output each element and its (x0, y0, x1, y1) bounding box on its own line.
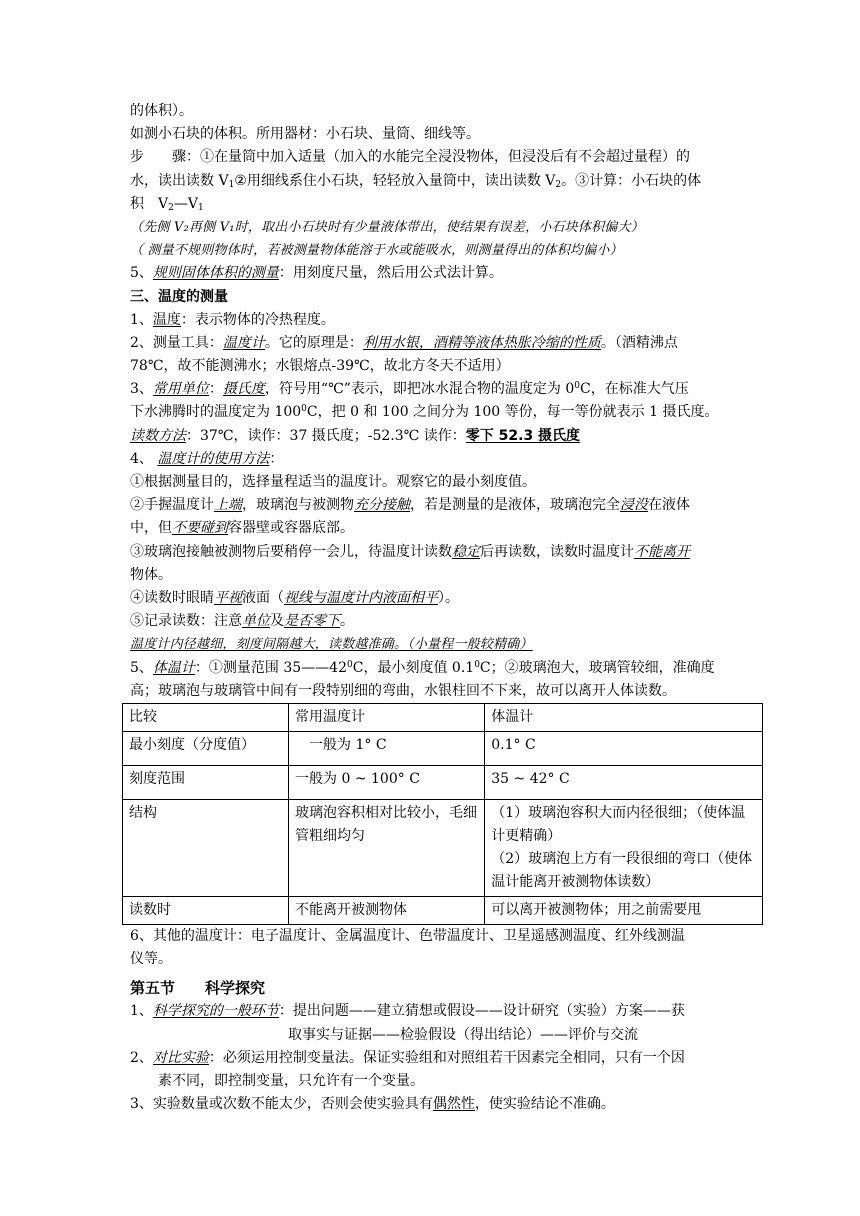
subscript: 1 (197, 202, 204, 213)
text-span: 1、 (130, 311, 153, 328)
text-span: 3、实验数量或次数不能太少，否则会使实验具有 (130, 1096, 433, 1113)
subscript: 2 (555, 179, 562, 190)
text-span: 3、 (130, 381, 153, 398)
text-span: 2、测量工具： (130, 334, 223, 351)
cell-paragraph: （2）玻璃泡上方有一段很细的弯口（使体温计能离开被测物体读数） (491, 850, 753, 890)
underlined-term: 利用水银，酒精等液体热胀冷缩的性质 (362, 334, 601, 351)
superscript: 0 (574, 381, 580, 392)
text-span: ：①测量范围 35——42 (194, 659, 348, 676)
table-cell: 读数时 (123, 896, 289, 924)
text-span: ④读数时眼睛 (130, 589, 214, 606)
text-span: 及 (270, 613, 284, 630)
text-line (130, 170, 770, 193)
text-span: 1、 (130, 1003, 153, 1020)
table-cell: 不能离开被测物体 (289, 896, 485, 924)
underlined-term: 科学探究的一般环节 (152, 1003, 279, 1020)
text-span: C，在标准大气压 (580, 381, 689, 398)
text-line (130, 262, 770, 285)
table-cell: 0.1° C (485, 731, 763, 765)
underlined-term: 体温计 (152, 659, 195, 676)
section-heading: 三、温度的测量 (130, 288, 228, 305)
text-span: ：用刻度尺量，然后用公式法计算。 (278, 265, 503, 282)
table-row (123, 896, 763, 924)
text-span: ：必须运用控制变量法。保证实验组和对照组若干因素完全相同，只有一个因 (208, 1049, 685, 1066)
text-span: ，玻璃泡与被测物 (242, 497, 354, 514)
underlined-term: 摄氏度 (222, 381, 265, 398)
text-line: 6、其他的温度计：电子温度计、金属温度计、色带温度计、卫星遥感测温度、红外线测温 (130, 927, 685, 944)
text-line: ①根据测量目的，选择量程适当的温度计。观察它的最小刻度值。 (130, 474, 536, 490)
text-span: ： (269, 450, 284, 467)
note-line: （ 测量不规则物体时，若被测量物体能溶于水或能吸水，则测量得出的体积均偏小） (130, 243, 623, 259)
underlined-term: 温度 (152, 311, 181, 328)
table-cell: 常用温度计 (289, 703, 485, 731)
text-span: 液面（ (242, 589, 284, 606)
underlined-term: 规则固体体积的测量 (152, 265, 279, 282)
underlined-term: 不能离开 (634, 543, 690, 560)
text-line: 物体。 (130, 566, 172, 583)
underlined-term: 偶然性 (432, 1096, 475, 1113)
text-line (130, 1047, 770, 1070)
text-line (130, 309, 770, 332)
table-cell (485, 799, 763, 896)
underlined-term: 上端 (214, 497, 242, 514)
text-span: 4、 (130, 450, 158, 467)
underlined-term: 温度计的使用方法 (157, 450, 270, 467)
text-span: ：提出问题——建立猜想或假设——设计研究（实验）方案——获 (278, 1003, 685, 1020)
text-span: 。③计算：小石块的体 (561, 172, 702, 189)
table-header-row (123, 703, 763, 731)
text-line (130, 1000, 770, 1023)
document-page (130, 100, 770, 1116)
text-span: 中，但 (130, 520, 172, 537)
text-line (130, 425, 770, 448)
text-line: 如测小石块的体积。所用器材：小石块、量筒、细线等。 (130, 126, 480, 143)
superscript: 0 (474, 659, 480, 670)
section-heading: 第五节 科学探究 (130, 979, 266, 998)
subscript: 1 (228, 179, 235, 190)
text-span: ： (208, 381, 223, 398)
text-span: C；②玻璃泡大，玻璃管较细，准确度 (479, 659, 715, 676)
underlined-term: 浸没 (620, 497, 648, 514)
text-span: 容器壁或容器底部。 (228, 520, 354, 537)
table-cell: 玻璃泡容积相对比较小，毛细管粗细均匀 (289, 799, 485, 896)
text-span: 。 (340, 613, 354, 630)
text-span: ，使实验结论不准确。 (474, 1096, 615, 1113)
text-line: 取事实与证据——检验假设（得出结论）——评价与交流 (288, 1026, 638, 1043)
note-line: 温度计内径越细，刻度间隔越大，读数越准确。（小量程一般较精确） (130, 637, 533, 653)
text-line (130, 541, 770, 564)
underlined-term: 平视 (214, 589, 242, 606)
table-cell: 最小刻度（分度值） (123, 731, 289, 765)
subscript: 2 (168, 202, 174, 213)
text-line (130, 610, 770, 633)
text-line: 78℃，故不能测沸水；水银熔点-39℃，故北方冬天不适用） (130, 358, 510, 375)
text-span: 2、 (130, 1049, 153, 1066)
text-span: 5、 (130, 659, 153, 676)
text-span: ②手握温度计 (130, 497, 214, 514)
table-cell: 35 ~ 42° C (485, 765, 763, 799)
text-span: C，最小刻度值 0.1 (352, 659, 475, 676)
text-span: 积 V (130, 195, 169, 212)
superscript: 0 (347, 659, 353, 670)
cell-paragraph: （1）玻璃泡容积大而内径很细；（使体温计更精确） (491, 804, 746, 844)
text-span: ②用细线系住小石块，轻轻放入量筒中，读出读数 V (234, 172, 556, 189)
text-line (130, 494, 770, 517)
text-span: 。（酒精沸点 (600, 334, 678, 351)
table-cell: 一般为 0 ~ 100° C (289, 765, 485, 799)
table-cell: 可以离开被测物体；用之前需要甩 (485, 896, 763, 924)
text-line: 仪等。 (130, 951, 172, 968)
text-line (130, 657, 770, 680)
underlined-term: 充分接触 (354, 497, 410, 514)
table-cell: 体温计 (485, 703, 763, 731)
superscript: 0 (301, 404, 307, 415)
text-span: ③玻璃泡接触被测物后要稍停一会儿，待温度计读数 (130, 543, 452, 560)
text-line (130, 378, 770, 401)
text-line (130, 332, 770, 355)
text-span: 后再读数，读数时温度计 (480, 543, 634, 560)
text-line: 高；玻璃泡与玻璃管中间有一段特别细的弯曲，水银柱回不下来，故可以离开人体读数。 (130, 682, 676, 699)
table-cell: 结构 (123, 799, 289, 896)
text-span: 5、 (130, 265, 153, 282)
underlined-term: 常用单位 (152, 381, 209, 398)
underlined-term: 是否零下 (284, 613, 340, 630)
text-line (130, 401, 770, 424)
text-span: —V (173, 195, 198, 212)
text-line (130, 448, 770, 471)
table-row (123, 731, 763, 765)
note-line: （先侧 V₂再侧 V₁时，取出小石块时有少量液体带出，使结果有误差，小石块体积偏大） (130, 219, 644, 235)
table-cell: 一般为 1° C (289, 731, 485, 765)
text-span: ⑤记录读数：注意 (130, 613, 242, 630)
underlined-term: 稳定 (452, 543, 480, 560)
table-cell: 比较 (123, 703, 289, 731)
text-span: C，把 0 和 100 之间分为 100 等份，每一等份就表示 1 摄氏度。 (306, 404, 719, 421)
underlined-term: 不要碰到 (172, 520, 228, 537)
underlined-term: 对比实验 (152, 1049, 209, 1066)
text-line: 素不同，即控制变量，只允许有一个变量。 (158, 1073, 424, 1089)
table-cell: 刻度范围 (123, 765, 289, 799)
bold-answer: 零下 52.3 摄氏度 (465, 427, 581, 444)
text-span: ：表示物体的冷热程度。 (180, 311, 335, 328)
comparison-table (122, 703, 763, 925)
underlined-term: 视线与温度计内液面相平 (284, 589, 438, 606)
text-line: 步 骤：①在量筒中加入适量（加入的水能完全浸没物体，但浸没后有不会超过量程）的 (130, 149, 690, 166)
text-line (130, 587, 770, 610)
text-span: 在液体 (648, 497, 690, 514)
text-span: 水，读出读数 V (130, 172, 229, 189)
text-line (130, 517, 770, 540)
text-span: ，符号用“℃”表示，即把冰水混合物的温度定为 0 (264, 381, 575, 398)
underlined-term: 读数方法 (130, 427, 186, 444)
text-line: 的体积）。 (130, 103, 193, 119)
text-span: ，若是测量的是液体，玻璃泡完全 (410, 497, 620, 514)
text-span: 。它的原理是： (264, 334, 363, 351)
text-span: ）。 (438, 589, 459, 606)
text-line (130, 1093, 770, 1116)
underlined-term: 温度计 (222, 334, 265, 351)
table-row (123, 799, 763, 896)
text-line (130, 193, 770, 216)
text-span: 下水沸腾时的温度定为 100 (130, 404, 302, 421)
table-row (123, 765, 763, 799)
underlined-term: 单位 (242, 613, 270, 630)
text-span: ：37℃，读作：37 摄氏度；-52.3℃ 读作： (186, 427, 466, 444)
